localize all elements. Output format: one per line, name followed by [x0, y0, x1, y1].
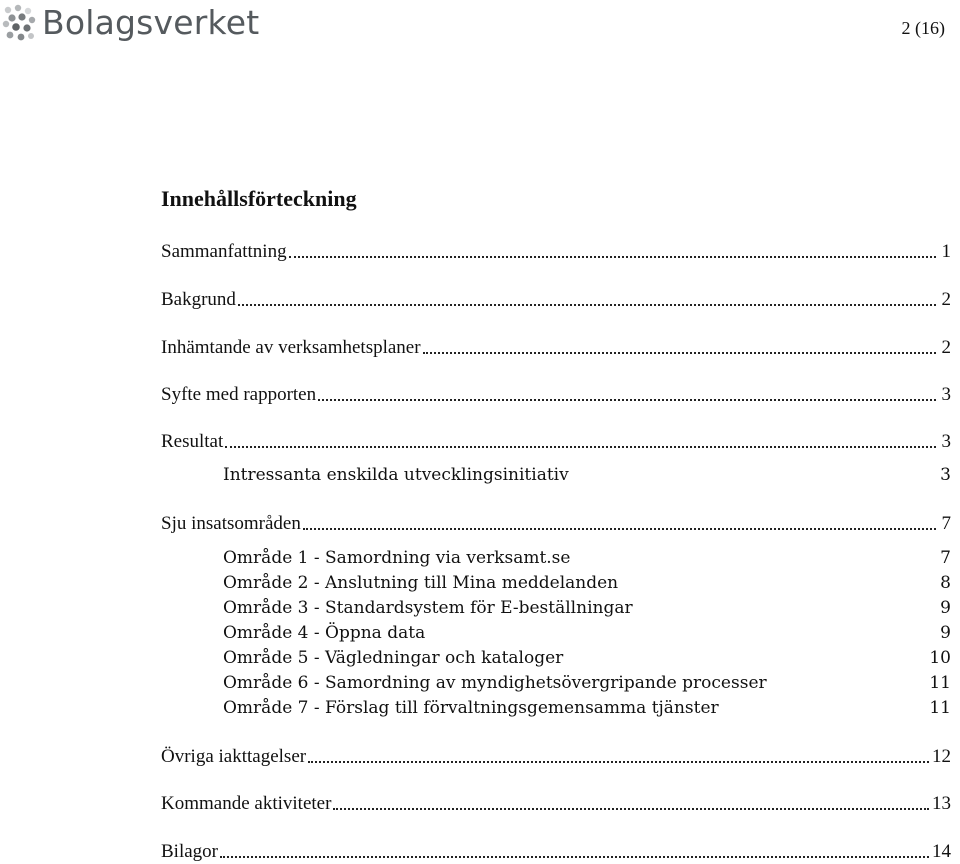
toc-entry[interactable]: [223, 621, 951, 645]
toc-entry-label: Område 3 - Standardsystem för E-beställningar: [223, 598, 633, 618]
toc-entry-label: Område 5 - Vägledningar och kataloger: [223, 648, 564, 668]
toc-entry-page: 13: [932, 793, 951, 814]
toc-entry-page: 7: [940, 548, 951, 568]
toc-entry-label: Område 6 - Samordning av myndighetsövergripande processer: [223, 673, 767, 693]
dot-leader: [423, 352, 936, 354]
page-number: 2 (16): [901, 18, 945, 38]
toc-title: Innehållsförteckning: [161, 186, 357, 211]
toc-entry-page: 3: [940, 465, 951, 485]
toc-entry-page: 2: [941, 289, 951, 310]
toc-entry-label: Område 7 - Förslag till förvaltningsgemensamma tjänster: [223, 698, 719, 718]
dot-cluster-logo-icon: [2, 4, 38, 44]
toc-entry[interactable]: [161, 792, 951, 816]
dot-leader: [308, 761, 929, 763]
toc-entry-label: Område 4 - Öppna data: [223, 623, 426, 643]
toc-entry[interactable]: [161, 430, 951, 454]
dot-leader: [289, 256, 936, 258]
toc-entry-label: Övriga iakttagelser: [161, 746, 307, 767]
dot-leader: [318, 399, 936, 401]
toc-entry[interactable]: [223, 463, 951, 487]
logo-wordmark: Bolagsverket: [42, 3, 260, 42]
toc-entry-page: 11: [929, 698, 951, 718]
toc-entry-page: 8: [940, 573, 951, 593]
toc-entry-label: Syfte med rapporten: [161, 384, 317, 405]
toc-entry[interactable]: [161, 745, 951, 769]
toc-entry-label: Intressanta enskilda utvecklingsinitiativ: [223, 465, 569, 485]
toc-entry-label: Resultat: [161, 431, 224, 452]
dot-leader: [220, 856, 929, 858]
toc-entry-label: Inhämtande av verksamhetsplaner: [161, 337, 421, 358]
toc-entry-label: Sammanfattning: [161, 241, 287, 262]
toc-entry-page: 11: [929, 673, 951, 693]
dot-leader: [303, 528, 936, 530]
toc-entry[interactable]: [161, 240, 951, 264]
dot-leader: [238, 304, 936, 306]
toc-entry-label: Område 1 - Samordning via verksamt.se: [223, 548, 571, 568]
toc-entry-label: Bakgrund: [161, 289, 236, 310]
toc-entry-page: 2: [941, 337, 951, 358]
toc-entry-page: 9: [940, 598, 951, 618]
toc-entry-page: 14: [932, 841, 951, 862]
toc-entry[interactable]: [223, 596, 951, 620]
toc-entry[interactable]: [161, 840, 951, 864]
toc-entry[interactable]: [223, 646, 951, 670]
toc-entry[interactable]: [223, 546, 951, 570]
page-header: [0, 0, 960, 50]
toc-entry[interactable]: [223, 671, 951, 695]
toc-entry-page: 7: [941, 513, 951, 534]
toc-entry-page: 3: [941, 384, 951, 405]
toc-entry-page: 12: [932, 746, 951, 767]
toc-entry[interactable]: [161, 383, 951, 407]
toc-entry[interactable]: [161, 512, 951, 536]
toc-entry-page: 1: [941, 241, 951, 262]
toc-entry[interactable]: [223, 696, 951, 720]
toc-entry-page: 10: [929, 648, 951, 668]
toc-entry[interactable]: [223, 571, 951, 595]
toc-entry-label: Sju insatsområden: [161, 513, 301, 534]
toc-entry-page: 3: [941, 431, 951, 452]
dot-leader: [333, 808, 929, 810]
toc-entry-label: Kommande aktiviteter: [161, 793, 332, 814]
toc-entry-label: Område 2 - Anslutning till Mina meddelanden: [223, 573, 619, 593]
toc-entry[interactable]: [161, 336, 951, 360]
toc-entry-label: Bilagor: [161, 841, 218, 862]
dot-leader: [225, 446, 936, 448]
toc-entry[interactable]: [161, 288, 951, 312]
toc-entry-page: 9: [940, 623, 951, 643]
